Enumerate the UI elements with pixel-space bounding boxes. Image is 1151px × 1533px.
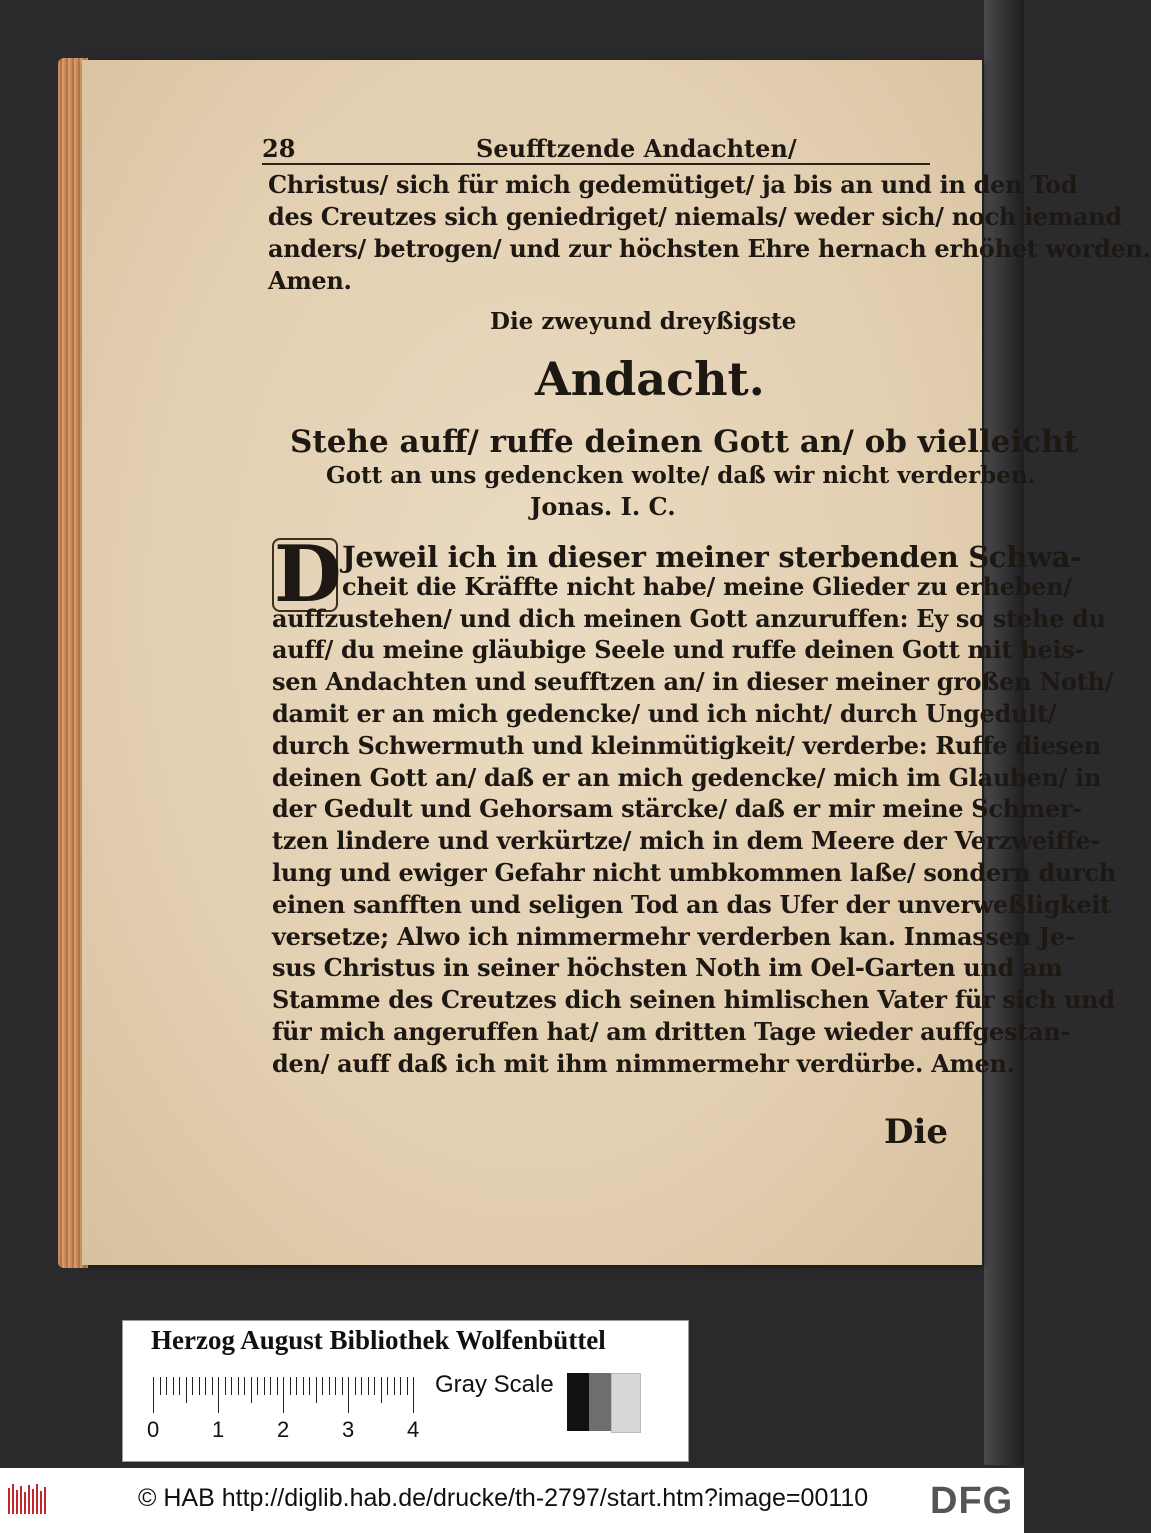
body-line: deinen Gott an/ daß er an mich gedencke/ mich im Glauben/ in	[272, 762, 1102, 792]
body-line: Jeweil ich in dieser meiner sterbenden Schwa-	[342, 540, 1082, 574]
body-line: damit er an mich gedencke/ und ich nicht/ durch Ungedult/	[272, 699, 1057, 728]
ruler-number: 2	[277, 1417, 290, 1442]
body-line: lung und ewiger Gefahr nicht umbkommen laße/ sondern durch	[272, 858, 1116, 887]
ruler-tick	[212, 1377, 213, 1395]
ruler-number: 4	[407, 1417, 420, 1442]
body-line: für mich angeruffen hat/ am dritten Tage wieder auffgestan-	[272, 1017, 1071, 1046]
page-number: 28	[262, 134, 296, 163]
source-link[interactable]: © HAB http://diglib.hab.de/drucke/th-2797/start.htm?image=00110	[138, 1484, 869, 1512]
ruler-tick	[199, 1377, 200, 1395]
ruler-tick	[179, 1377, 180, 1395]
body-line: sus Christus in seiner höchsten Noth im Oel-Garten und am	[272, 953, 1063, 983]
ruler-tick	[225, 1377, 226, 1395]
ruler-tick	[238, 1377, 239, 1395]
ruler-tick	[387, 1377, 388, 1395]
ruler-scale	[153, 1377, 418, 1413]
section-ordinal: Die zweyund dreyßigste	[490, 308, 797, 335]
ruler-tick	[413, 1377, 414, 1413]
section-title: Andacht.	[535, 352, 765, 406]
ruler-tick	[316, 1377, 317, 1403]
motto-line-1: Stehe auff/ ruffe deinen Gott an/ ob vielleicht	[290, 424, 1079, 460]
ruler-tick	[296, 1377, 297, 1395]
body-line: cheit die Kräffte nicht habe/ meine Glieder zu erheben/	[342, 571, 1072, 601]
ruler-tick	[394, 1377, 395, 1395]
ruler-tick	[277, 1377, 278, 1395]
ruler-tick	[342, 1377, 343, 1395]
ruler-number: 3	[342, 1417, 355, 1442]
ruler-tick	[400, 1377, 401, 1395]
running-head: Seufftzende Andachten/	[476, 134, 797, 163]
ruler-tick	[348, 1377, 349, 1413]
ruler-tick	[270, 1377, 271, 1395]
gray-swatch-light	[611, 1373, 641, 1433]
opening-line: Christus/ sich für mich gedemütiget/ ja bis an und in den Tod	[268, 170, 1078, 199]
ruler-tick	[153, 1377, 154, 1413]
library-name: Herzog August Bibliothek Wolfenbüttel	[151, 1325, 606, 1355]
ruler-tick	[160, 1377, 161, 1395]
gray-swatch-mid	[589, 1373, 611, 1431]
body-line: auff/ du meine gläubige Seele und ruffe deinen Gott mit heis-	[272, 635, 1085, 665]
body-line: der Gedult und Gehorsam stärcke/ daß er mir meine Schmer-	[272, 794, 1082, 824]
motto-reference: Jonas. I. C.	[530, 492, 676, 521]
header-rule	[262, 163, 930, 165]
dfg-logo: DFG	[930, 1480, 1014, 1522]
ruler-tick	[329, 1377, 330, 1395]
opening-line: Amen.	[268, 266, 352, 295]
ruler-tick	[166, 1377, 167, 1395]
ruler-tick	[361, 1377, 362, 1395]
ruler-tick	[186, 1377, 187, 1403]
body-line: einen sanfften und seligen Tod an das Ufer der unverweßligkeit	[272, 889, 1111, 919]
body-line: Stamme des Creutzes dich seinen himlischen Vater für sich und	[272, 985, 1115, 1015]
body-line: versetze; Alwo ich nimmermehr verderben kan. Inmassen Je-	[272, 921, 1075, 951]
ruler-tick	[368, 1377, 369, 1395]
ruler-number: 0	[147, 1417, 160, 1442]
hab-barcode-logo-icon	[6, 1482, 50, 1520]
body-line: sen Andachten und seufftzen an/ in dieser meiner großen Noth/	[272, 667, 1114, 697]
ruler-tick	[290, 1377, 291, 1395]
ruler-tick	[335, 1377, 336, 1395]
ruler-tick	[374, 1377, 375, 1395]
body-line: den/ auff daß ich mit ihm nimmermehr verdürbe. Amen.	[272, 1048, 1015, 1078]
gray-swatch-dark	[567, 1373, 589, 1431]
color-scale-bar	[122, 1320, 689, 1462]
ruler-tick	[173, 1377, 174, 1395]
body-line: tzen lindere und verkürtze/ mich in dem Meere der Verzweiffe-	[272, 826, 1101, 856]
ruler-tick	[231, 1377, 232, 1395]
footer-bar	[0, 1468, 1024, 1533]
ruler-tick	[381, 1377, 382, 1403]
gray-scale-label: Gray Scale	[435, 1371, 554, 1398]
ruler-tick	[218, 1377, 219, 1413]
ruler-tick	[264, 1377, 265, 1395]
ruler-tick	[303, 1377, 304, 1395]
ruler-tick	[355, 1377, 356, 1395]
decorated-initial: D	[274, 529, 342, 620]
ruler-tick	[257, 1377, 258, 1395]
motto-line-2: Gott an uns gedencken wolte/ daß wir nicht verderben.	[326, 462, 1036, 489]
ruler-tick	[283, 1377, 284, 1413]
ruler-tick	[309, 1377, 310, 1395]
opening-line: des Creutzes sich geniedriget/ niemals/ weder sich/ noch iemand	[268, 202, 1122, 231]
body-line: auffzustehen/ und dich meinen Gott anzuruffen: Ey so stehe du	[272, 603, 1106, 633]
ruler-tick	[192, 1377, 193, 1395]
ruler-tick	[407, 1377, 408, 1395]
ruler-number: 1	[212, 1417, 225, 1442]
opening-line: anders/ betrogen/ und zur höchsten Ehre hernach erhöhet worden.	[268, 234, 1151, 263]
ruler-tick	[322, 1377, 323, 1395]
ruler-tick	[205, 1377, 206, 1395]
body-line: durch Schwermuth und kleinmütigkeit/ verderbe: Ruffe diesen	[272, 730, 1101, 760]
ruler-tick	[251, 1377, 252, 1403]
catchword: Die	[884, 1112, 949, 1152]
ruler-tick	[244, 1377, 245, 1395]
